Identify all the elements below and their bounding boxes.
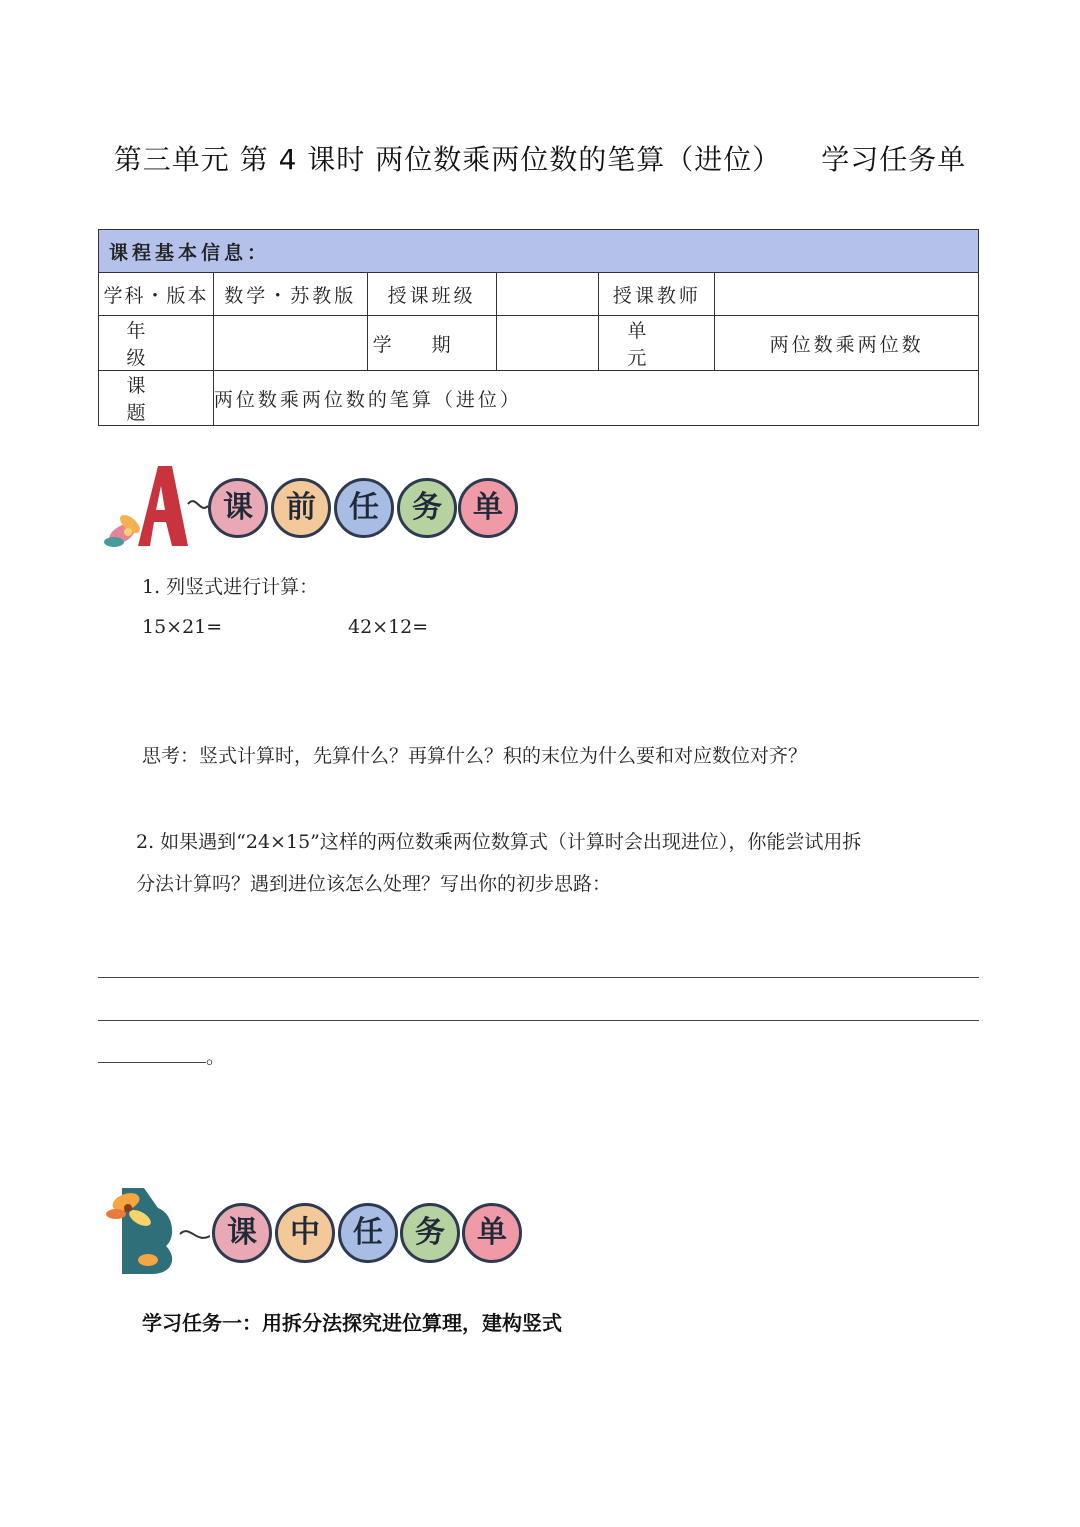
section-b-char-5: 单 <box>462 1203 522 1263</box>
question-2-line-1: 2. 如果遇到“24×15”这样的两位数乘两位数算式（计算时会出现进位），你能尝试用拆 <box>136 831 862 853</box>
term-label: 学期 <box>367 316 496 371</box>
unit-label: 单元 <box>599 316 715 371</box>
class-label: 授课班级 <box>367 273 496 316</box>
expression-1: 15×21= <box>142 616 223 638</box>
page-title <box>0 138 1080 178</box>
think-prompt: 思考：竖式计算时，先算什么？再算什么？积的末位为什么要和对应数位对齐？ <box>142 745 808 767</box>
title-suffix: 学习任务单 <box>821 143 967 176</box>
question-2-line-2: 分法计算吗？遇到进位该怎么处理？写出你的初步思路： <box>136 873 612 895</box>
section-a-char-4: 务 <box>397 478 457 538</box>
letter-a-floral-icon <box>100 462 210 552</box>
teacher-value[interactable] <box>715 273 979 316</box>
section-a-char-2: 前 <box>271 478 331 538</box>
term-value[interactable] <box>496 316 599 371</box>
subject-value: 数学・苏教版 <box>213 273 367 316</box>
section-b-banner <box>100 1180 540 1280</box>
grade-value[interactable] <box>213 316 367 371</box>
letter-b-floral-icon <box>100 1180 210 1280</box>
section-a-char-5: 单 <box>458 478 518 538</box>
section-a-char-3: 任 <box>334 478 394 538</box>
section-a-char-1: 课 <box>208 478 268 538</box>
expression-2: 42×12= <box>348 616 429 638</box>
title-main: 第三单元 第 4 课时 两位数乘两位数的笔算（进位） <box>113 143 782 176</box>
answer-line-2[interactable] <box>98 1020 979 1021</box>
section-b-char-2: 中 <box>275 1203 335 1263</box>
topic-label: 课题 <box>99 371 214 426</box>
info-header: 课程基本信息： <box>99 230 979 273</box>
learning-task-1-heading: 学习任务一：用拆分法探究进位算理，建构竖式 <box>142 1311 562 1335</box>
answer-line-3[interactable] <box>98 1062 206 1063</box>
answer-end-mark: 。 <box>206 1046 226 1068</box>
subject-label: 学科・版本 <box>99 273 214 316</box>
unit-value: 两位数乘两位数 <box>715 316 979 371</box>
grade-label: 年级 <box>99 316 214 371</box>
answer-line-1[interactable] <box>98 977 979 978</box>
question-1: 1. 列竖式进行计算： <box>142 576 319 598</box>
teacher-label: 授课教师 <box>599 273 715 316</box>
course-info-table <box>98 229 979 426</box>
topic-value: 两位数乘两位数的笔算（进位） <box>213 371 978 426</box>
section-b-char-3: 任 <box>338 1203 398 1263</box>
section-a-banner <box>100 462 530 552</box>
section-b-char-1: 课 <box>212 1203 272 1263</box>
section-b-char-4: 务 <box>400 1203 460 1263</box>
class-value[interactable] <box>496 273 599 316</box>
